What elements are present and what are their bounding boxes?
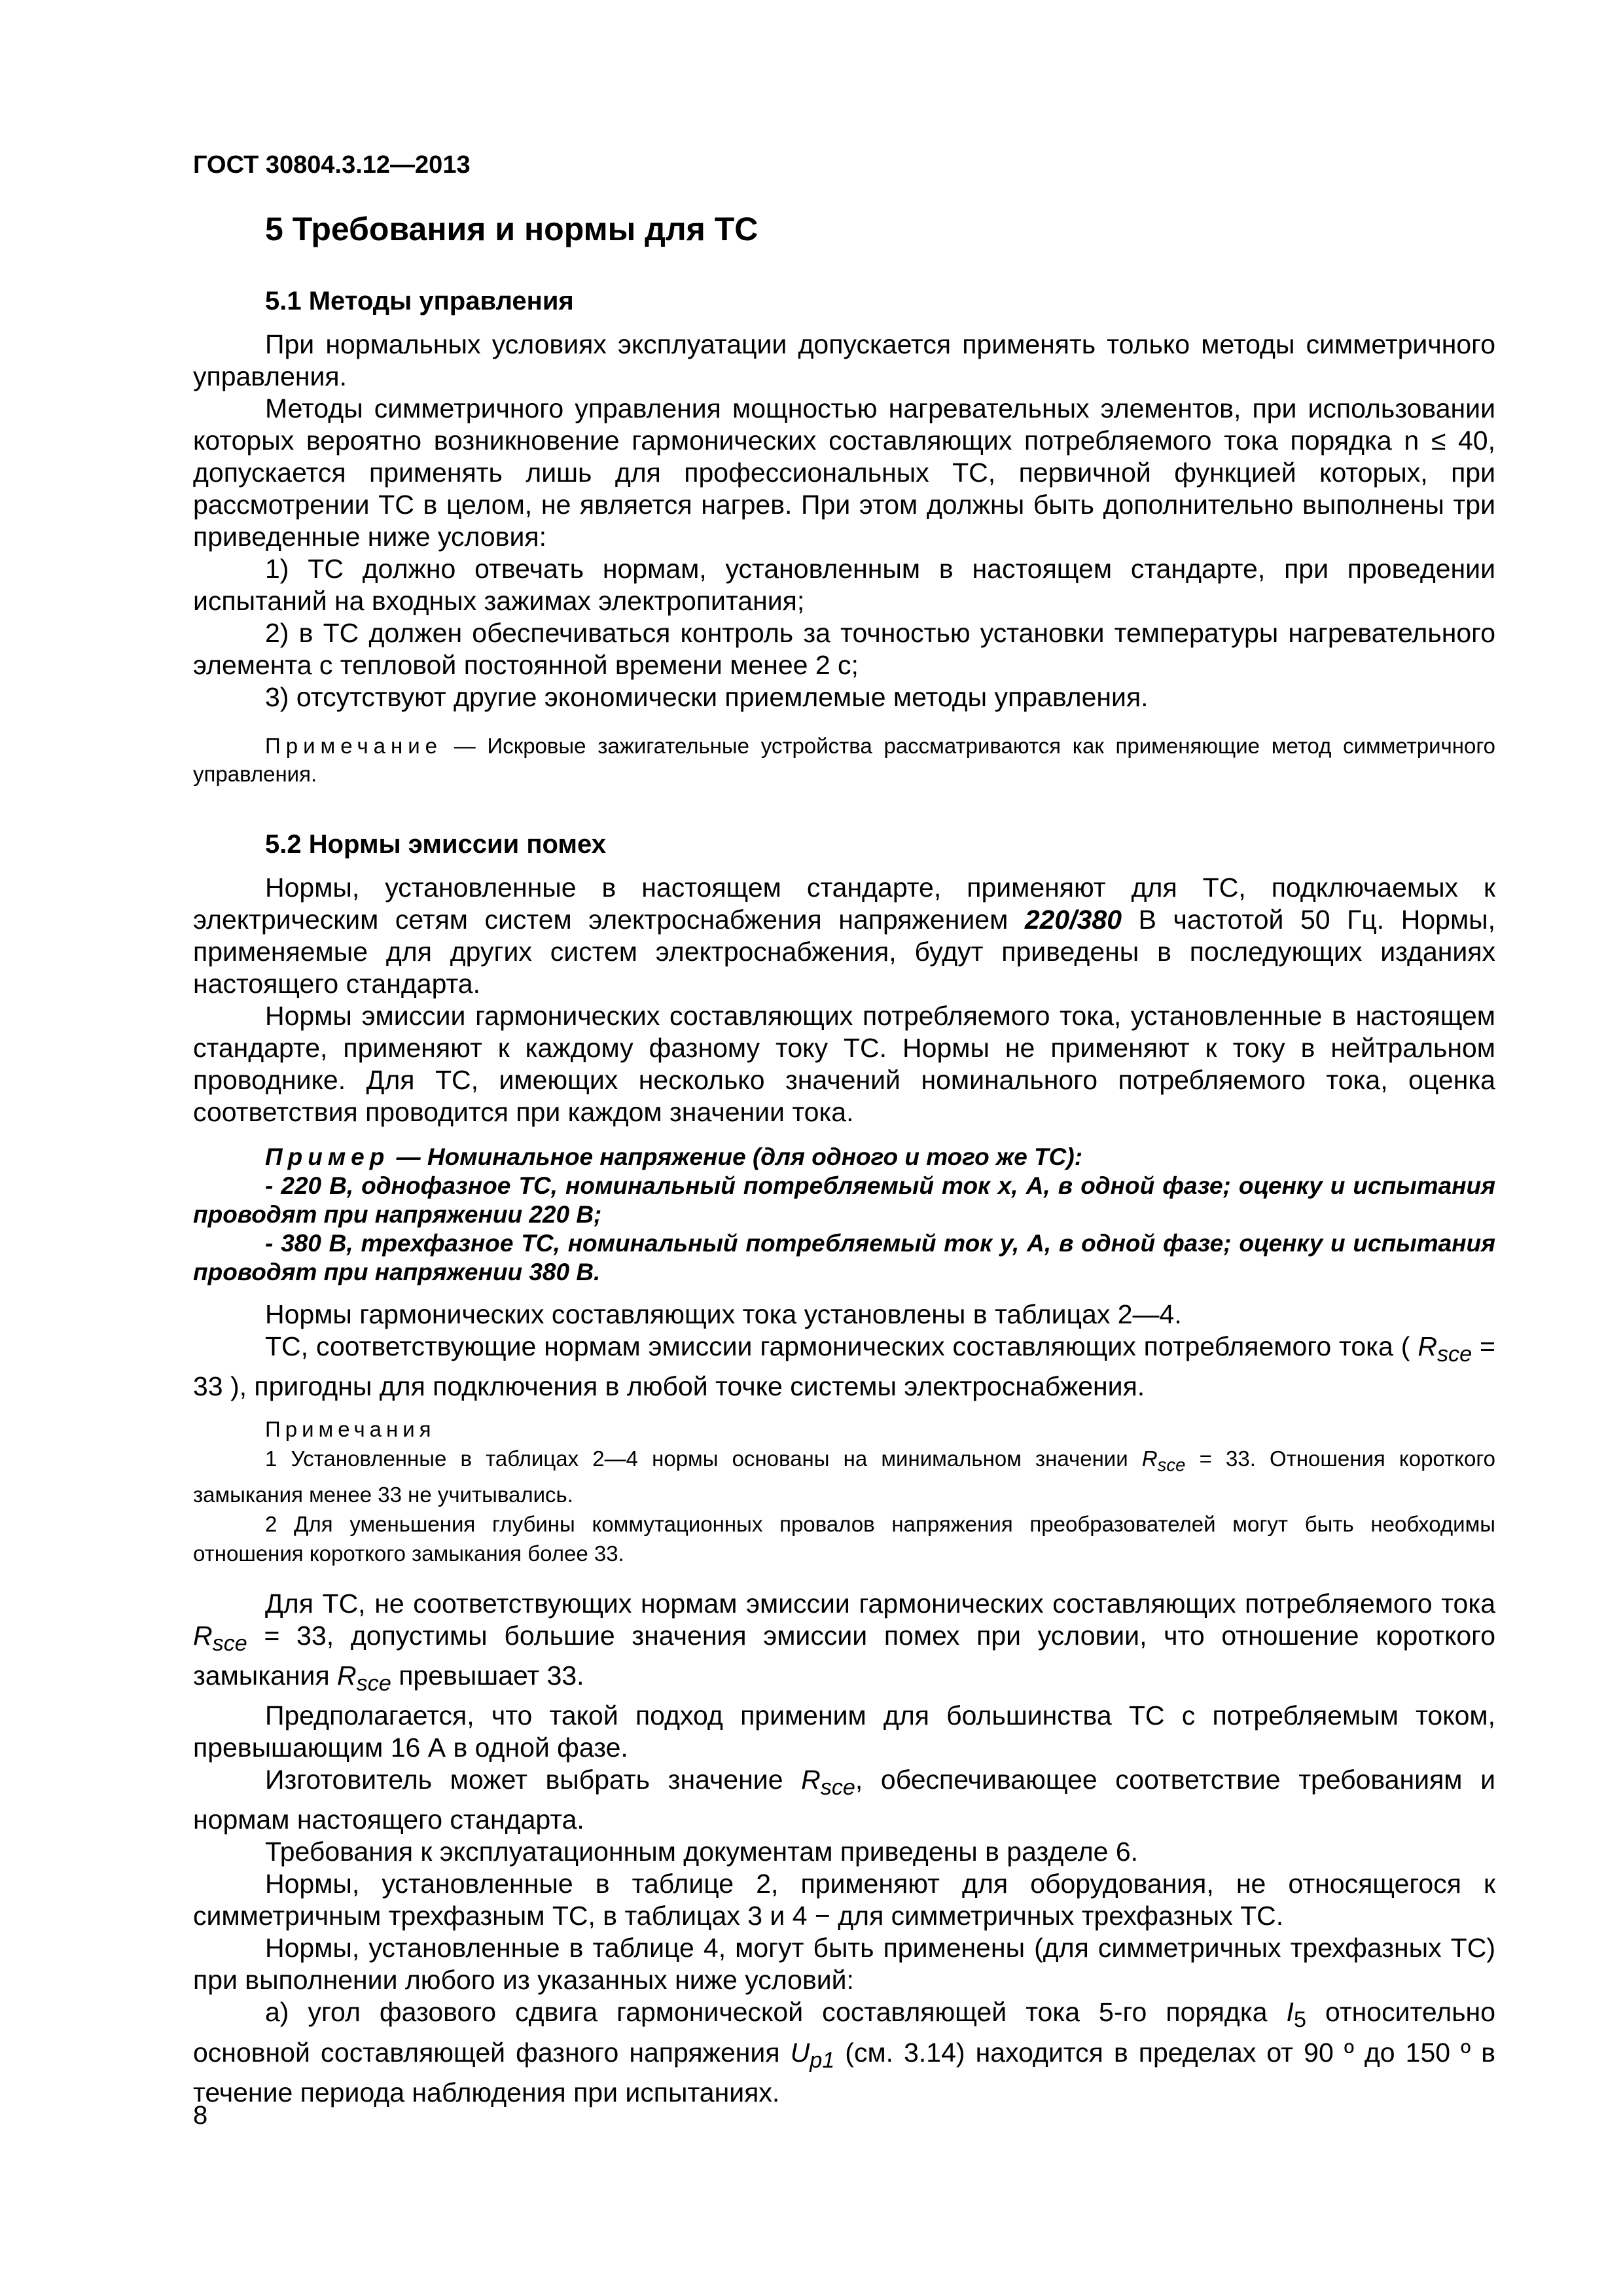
text-run: В частотой 50 Гц. Нормы, применяемые для других систем электроснабжения, будут приведены в последующих изданиях настоящего стандарта. bbox=[193, 905, 1495, 999]
paragraph: Нормы эмиссии гармонических составляющих потребляемого тока, установленные в настоящем стандарте, применяют к каждому фазному току ТС. Нормы не применяют к току в нейтральном проводнике. Для ТС, имеющих несколько значений номинального потребляемого тока, оценка соответствия проводится при каждом значении тока. bbox=[193, 1001, 1495, 1127]
notes-block bbox=[193, 1414, 1495, 1568]
example-item: - 380 В, трехфазное ТС, номинальный потребляемый ток y, А, в одной фазе; оценку и испытания проводят при напряжении 380 В. bbox=[193, 1230, 1495, 1285]
paragraph bbox=[193, 1588, 1495, 1700]
rsce-subscript: sce bbox=[212, 1630, 247, 1656]
up1-symbol: U bbox=[790, 2037, 810, 2068]
note-item: 2 Для уменьшения глубины коммутационных провалов напряжения преобразователей могут быть необходимы отношения короткого замыкания более 33. bbox=[193, 1511, 1495, 1566]
condition-item: 3) отсутствуют другие экономически приемлемые методы управления. bbox=[265, 682, 1149, 712]
text-run: Изготовитель может выбрать значение bbox=[265, 1765, 802, 1795]
rsce-symbol: R bbox=[801, 1765, 821, 1795]
text-run: относительно основной составляющей фазного напряжения bbox=[193, 1997, 1496, 2068]
paragraph bbox=[193, 1996, 1495, 2108]
text-run: Нормы, установленные в настоящем стандарте, применяют для ТС, подключаемых к электрическим сетям систем электроснабжения напряжением bbox=[193, 872, 1495, 935]
rsce-subscript: sce bbox=[1436, 1342, 1472, 1367]
rsce-subscript: sce bbox=[356, 1671, 391, 1696]
example-label: Пример bbox=[265, 1143, 390, 1170]
paragraph: Нормы гармонических составляющих тока установлены в таблицах 2—4. bbox=[265, 1299, 1182, 1329]
rsce-symbol: R bbox=[1141, 1446, 1158, 1471]
example-item: - 220 В, однофазное ТС, номинальный потребляемый ток x, А, в одной фазе; оценку и испытания проводят при напряжении 220 В; bbox=[193, 1172, 1495, 1228]
notes-title: Примечания bbox=[265, 1417, 436, 1442]
section-title: 5 Требования и нормы для ТС bbox=[265, 211, 758, 247]
voltage-value: 220/380 bbox=[1024, 905, 1122, 935]
text-run: = 33, допустимы большие значения эмиссии помех при условии, что отношение короткого замыкания bbox=[193, 1620, 1495, 1691]
page-content bbox=[193, 196, 1495, 2109]
text-run: а) угол фазового сдвига гармонической составляющей тока 5-го порядка bbox=[265, 1997, 1287, 2028]
rsce-symbol: R bbox=[337, 1660, 357, 1691]
text-run: , обеспечивающее соответствие требованиям и нормам настоящего стандарта. bbox=[193, 1765, 1495, 1835]
rsce-subscript: sce bbox=[1157, 1454, 1186, 1475]
condition-item: 2) в ТС должен обеспечиваться контроль за точностью установки температуры нагревательного элемента с тепловой постоянной времени менее 2 с; bbox=[193, 618, 1495, 680]
note bbox=[193, 732, 1495, 788]
up1-subscript: p1 bbox=[810, 2047, 835, 2073]
paragraph: Нормы, установленные в таблице 2, применяют для оборудования, не относящегося к симметричным трехфазным ТС, в таблицах 3 и 4 − для симметричных трехфазных ТС. bbox=[193, 1869, 1495, 1931]
paragraph: При нормальных условиях эксплуатации допускается применять только методы симметричного управления. bbox=[193, 329, 1495, 391]
rsce-symbol: R bbox=[193, 1620, 213, 1651]
i5-subscript: 5 bbox=[1293, 2007, 1306, 2033]
subsection-title-5-2: 5.2 Нормы эмиссии помех bbox=[265, 830, 606, 859]
text-run: (см. 3.14) находится в пределах от 90 º до 150 º в течение периода наблюдения при испытаниях. bbox=[193, 2037, 1495, 2108]
paragraph: Предполагается, что такой подход применим для большинства ТС с потребляемым током, превышающим 16 А в одной фазе. bbox=[193, 1700, 1495, 1763]
note-item bbox=[193, 1444, 1495, 1509]
paragraph bbox=[193, 1764, 1495, 1836]
rsce-subscript: sce bbox=[820, 1775, 855, 1801]
text-run: 1 Установленные в таблицах 2—4 нормы основаны на минимальном значении bbox=[265, 1446, 1142, 1471]
paragraph: Методы симметричного управления мощностью нагревательных элементов, при использовании которых вероятно возникновение гармонических составляющих потребляемого тока порядка n ≤ 40, допускается применять лишь для профессиональных ТС, первичной функцией которых, при рассмотрении ТС в целом, не является нагрев. При этом должны быть дополнительно выполнены три приведенные ниже условия: bbox=[193, 393, 1495, 552]
text-run: = 33. Отношения короткого замыкания менее 33 не учитывались. bbox=[193, 1446, 1495, 1507]
condition-item: 1) ТС должно отвечать нормам, установленным в настоящем стандарте, при проведении испытаний на входных зажимах электропитания; bbox=[193, 554, 1495, 616]
text-run: Для ТС, не соответствующих нормам эмиссии гармонических составляющих потребляемого тока bbox=[265, 1588, 1495, 1619]
paragraph: Требования к эксплуатационным документам приведены в разделе 6. bbox=[265, 1837, 1139, 1867]
note-text: — Искровые зажигательные устройства рассматриваются как применяющие метод симметричного управления. bbox=[193, 734, 1495, 786]
document-header: ГОСТ 30804.3.12—2013 bbox=[193, 151, 471, 179]
rsce-symbol: R bbox=[1418, 1331, 1437, 1361]
paragraph bbox=[193, 872, 1495, 1000]
example-head-text: — Номинальное напряжение (для одного и того же ТС): bbox=[389, 1143, 1083, 1170]
text-run: = 33 ), пригодны для подключения в любой точке системы электроснабжения. bbox=[193, 1331, 1495, 1402]
page-number: 8 bbox=[193, 2101, 208, 2130]
paragraph: Нормы, установленные в таблице 4, могут быть применены (для симметричных трехфазных ТС) при выполнении любого из указанных ниже условий: bbox=[193, 1933, 1495, 1996]
example-heading bbox=[193, 1143, 1495, 1172]
subsection-title-5-1: 5.1 Методы управления bbox=[265, 287, 574, 315]
text-run: ТС, соответствующие нормам эмиссии гармонических составляющих потребляемого тока ( bbox=[265, 1331, 1418, 1361]
text-run: превышает 33. bbox=[391, 1660, 584, 1691]
paragraph bbox=[193, 1331, 1495, 1403]
note-label: Примечание bbox=[265, 734, 443, 758]
i5-symbol: I bbox=[1286, 1997, 1294, 2028]
